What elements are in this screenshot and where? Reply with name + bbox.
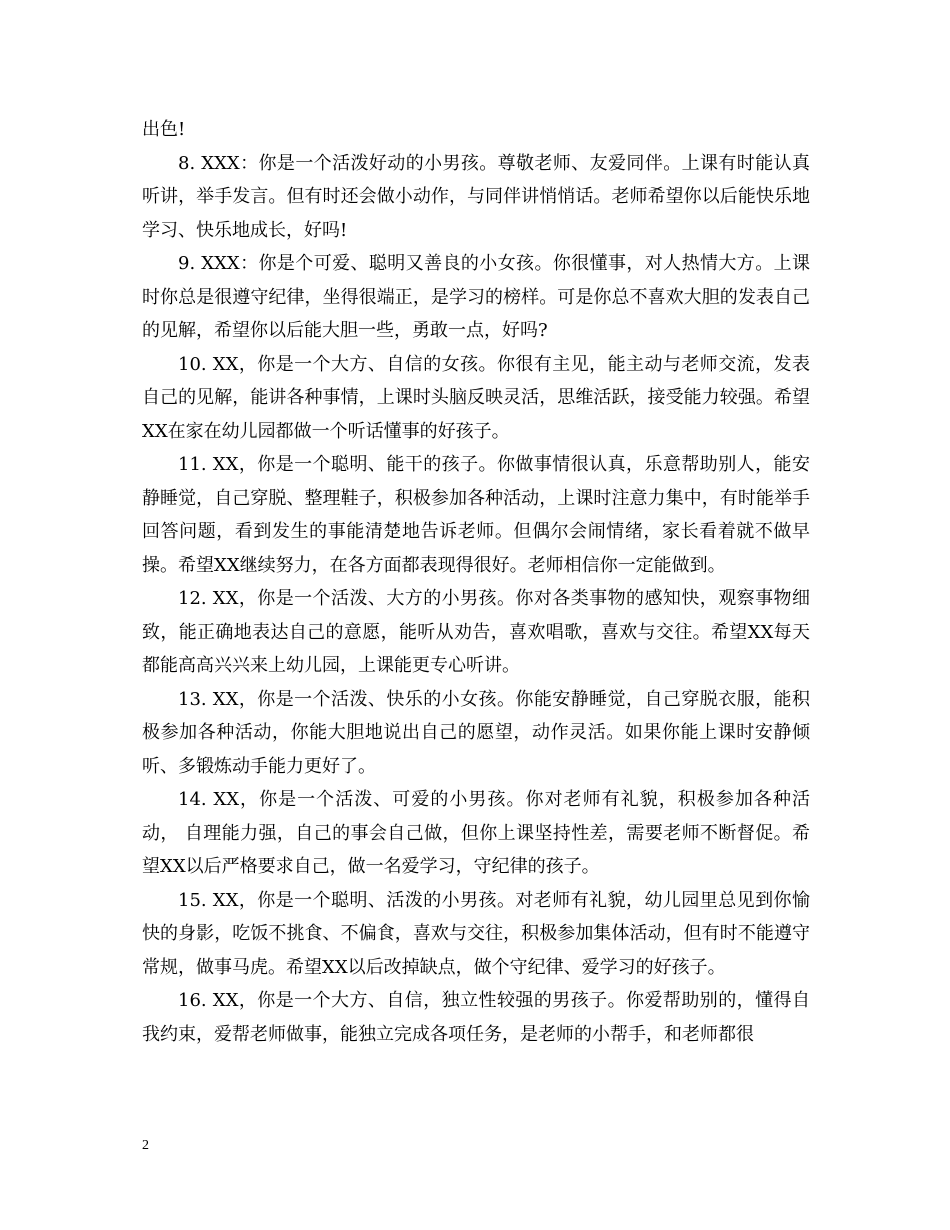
paragraph-continuation: 出色!	[142, 119, 186, 140]
paragraph-item-9: 9. XXX：你是个可爱、聪明又善良的小女孩。你很懂事，对人热情大方。上课时你总是很遵守纪律，坐得很端正，是学习的榜样。可是你总不喜欢大胆的发表自己的见解，希望你以后能大胆一些，勇敢一点，好吗?	[142, 253, 810, 341]
page-number: 2	[142, 1138, 149, 1153]
paragraph-item-8: 8. XXX：你是一个活泼好动的小男孩。尊敬老师、友爱同伴。上课有时能认真听讲，举手发言。但有时还会做小动作，与同伴讲悄悄话。老师希望你以后能快乐地学习、快乐地成长，好吗!	[142, 152, 810, 241]
paragraph-item-12: 12. XX，你是一个活泼、大方的小男孩。你对各类事物的感知快，观察事物细致，能正确地表达自己的意愿，能听从劝告，喜欢唱歌，喜欢与交往。希望XX每天都能高高兴兴来上幼儿园，上课能更专心听讲。	[142, 588, 810, 676]
paragraph-item-15: 15. XX，你是一个聪明、活泼的小男孩。对老师有礼貌，幼儿园里总见到你愉快的身影，吃饭不挑食、不偏食，喜欢与交往，积极参加集体活动，但有时不能遵守常规，做事马虎。希望XX以后改掉缺点，做个守纪律、爱学习的好孩子。	[142, 889, 810, 978]
paragraph-item-14: 14. XX，你是一个活泼、可爱的小男孩。你对老师有礼貌，积极参加各种活动， 自理能力强，自己的事会自己做，但你上课坚持性差，需要老师不断督促。希望XX以后严格要求自己，做一名爱学习，守纪律的孩子。	[142, 789, 810, 877]
document-body	[142, 113, 810, 1051]
paragraph-item-10: 10. XX，你是一个大方、自信的女孩。你很有主见，能主动与老师交流，发表自己的见解，能讲各种事情，上课时头脑反映灵活，思维活跃，接受能力较强。希望XX在家在幼儿园都做一个听话懂事的好孩子。	[142, 353, 810, 442]
paragraph-item-11: 11. XX，你是一个聪明、能干的孩子。你做事情很认真，乐意帮助别人，能安静睡觉，自己穿脱、整理鞋子，积极参加各种活动，上课时注意力集中，有时能举手回答问题，看到发生的事能清楚地告诉老师。但偶尔会闹情绪，家长看着就不做早操。希望XX继续努力，在各方面都表现得很好。老师相信你一定能做到。	[142, 454, 810, 576]
paragraph-item-16: 16. XX，你是一个大方、自信，独立性较强的男孩子。你爱帮助别的，懂得自我约束，爱帮老师做事，能独立完成各项任务，是老师的小帮手，和老师都很	[142, 990, 810, 1045]
paragraph-item-13: 13. XX，你是一个活泼、快乐的小女孩。你能安静睡觉，自己穿脱衣服，能积极参加各种活动，你能大胆地说出自己的愿望，动作灵活。如果你能上课时安静倾听、多锻炼动手能力更好了。	[142, 688, 810, 777]
